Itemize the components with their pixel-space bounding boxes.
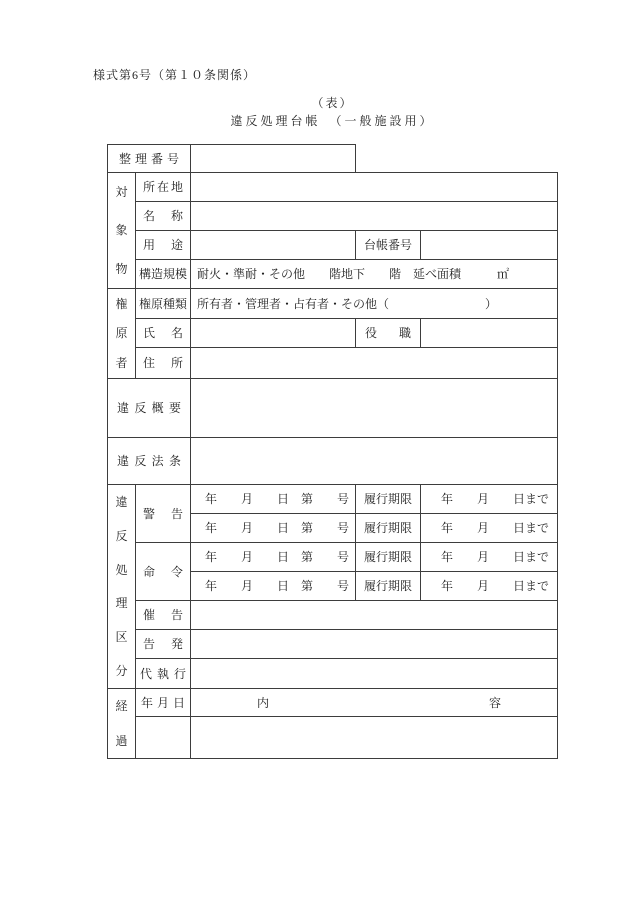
execution-label: 代 執 行 [135, 658, 190, 688]
order-label: 命 令 [135, 542, 190, 600]
holder-name-label: 氏 名 [135, 318, 190, 347]
use-value-cell [190, 230, 355, 259]
name-value-cell [190, 201, 558, 230]
demand-label: 催 告 [135, 600, 190, 629]
use-label: 用 途 [135, 230, 190, 259]
progress-section-label: 経 過 [107, 688, 135, 759]
structure-scale-label: 構 造 規 模 [135, 259, 190, 288]
accusation-value-cell [190, 629, 558, 658]
form-title: 違反処理台帳 （一般施設用） [230, 114, 435, 128]
position-value-cell [420, 318, 558, 347]
form-number: 様式第6号（第１０条関係） [93, 68, 257, 82]
order-date-cell: 年 月 日 第 号 [190, 571, 355, 600]
location-label: 所 在 地 [135, 172, 190, 201]
execution-value-cell [190, 658, 558, 688]
title-type-label: 権 原 種 類 [135, 288, 190, 318]
violation-summary-value-cell [190, 378, 558, 437]
progress-date-label: 年 月 日 [135, 688, 190, 716]
ledger-number-value-cell [420, 230, 558, 259]
deadline-until-cell: 年 月 日まで [420, 484, 558, 513]
progress-content-header [190, 688, 558, 716]
demand-value-cell [190, 600, 558, 629]
title-type-value: 所有者・管理者・占有者・その他（ ） [190, 288, 558, 318]
progress-content-header-left: 内 [257, 695, 270, 710]
deadline-label: 履行期限 [355, 513, 420, 542]
progress-content-blank-cell [190, 716, 558, 759]
violation-law-label: 違 反 法 条 [107, 437, 190, 484]
deadline-until-cell: 年 月 日まで [420, 542, 558, 571]
position-label: 役 職 [355, 318, 420, 347]
order-date-cell: 年 月 日 第 号 [190, 542, 355, 571]
registry-number-label: 整 理 番 号 [107, 144, 190, 172]
warning-date-cell: 年 月 日 第 号 [190, 484, 355, 513]
warning-date-cell: 年 月 日 第 号 [190, 513, 355, 542]
progress-content-header-right: 容 [488, 695, 501, 710]
registry-number-value-cell [190, 144, 356, 172]
deadline-label: 履行期限 [355, 484, 420, 513]
address-label: 住 所 [135, 347, 190, 378]
address-value-cell [190, 347, 558, 378]
warning-label: 警 告 [135, 484, 190, 542]
property-section-label: 対 象 物 [107, 172, 135, 288]
structure-scale-value: 耐火・準耐・その他 階地下 階 延べ面積 ㎡ [190, 259, 558, 288]
deadline-until-cell: 年 月 日まで [420, 571, 558, 600]
deadline-label: 履行期限 [355, 542, 420, 571]
disposition-section-label: 違 反 処 理 区 分 [107, 484, 135, 688]
ledger-number-label: 台帳番号 [355, 230, 420, 259]
location-value-cell [190, 172, 558, 201]
progress-date-blank-cell [135, 716, 190, 759]
deadline-label: 履行期限 [355, 571, 420, 600]
titleholder-section-label: 権 原 者 [107, 288, 135, 378]
violation-law-value-cell [190, 437, 558, 484]
accusation-label: 告 発 [135, 629, 190, 658]
deadline-until-cell: 年 月 日まで [420, 513, 558, 542]
name-label: 名 称 [135, 201, 190, 230]
sheet-side-label: （表） [311, 96, 354, 110]
holder-name-value-cell [190, 318, 355, 347]
violation-summary-label: 違 反 概 要 [107, 378, 190, 437]
